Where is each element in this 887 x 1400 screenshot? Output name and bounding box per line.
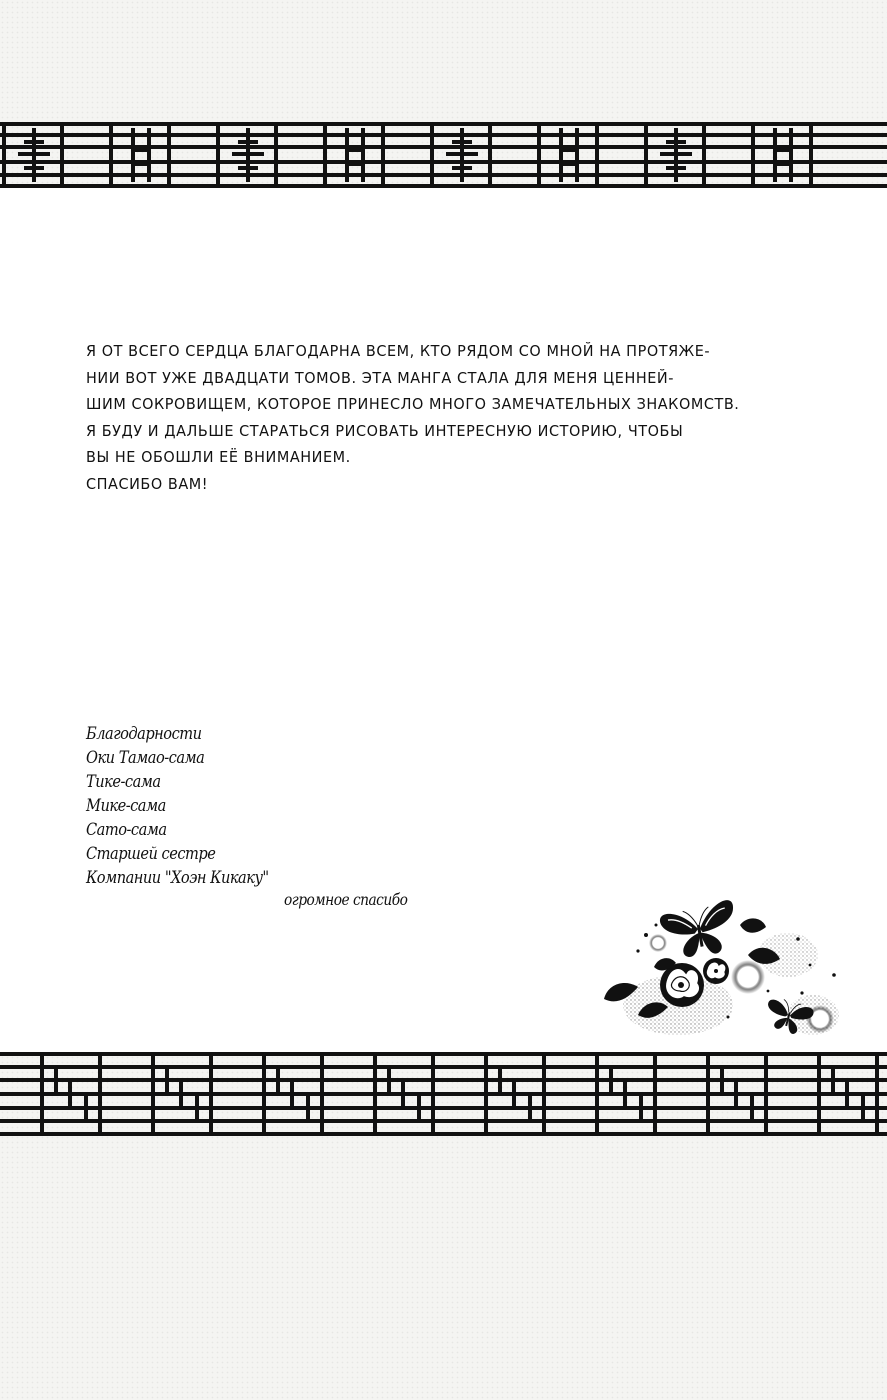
sparkle-icon — [731, 960, 765, 994]
message-line: Я ОТ ВСЕГО СЕРДЦА БЛАГОДАРНА ВСЕМ, КТО РЯДОМ СО МНОЙ НА ПРОТЯЖЕ- — [86, 342, 711, 360]
butterfly-flower-decoration — [598, 895, 844, 1045]
message-line: ВЫ НЕ ОБОШЛИ ЕЁ ВНИМАНИЕМ. — [86, 448, 351, 466]
flower-icon — [660, 963, 704, 1007]
credits-closing: огромное спасибо — [284, 890, 408, 909]
message-line: ШИМ СОКРОВИЩЕМ, КОТОРОЕ ПРИНЕСЛО МНОГО ЗАМЕЧАТЕЛЬНЫХ ЗНАКОМСТВ. — [86, 395, 740, 413]
credit-name: Компании "Хоэн Кикаку" — [86, 868, 269, 888]
author-message — [86, 338, 740, 497]
flower-icon — [703, 958, 729, 984]
credit-name: Мике-сама — [86, 796, 166, 816]
credits-list — [86, 722, 269, 890]
credit-name: Сато-сама — [86, 820, 167, 840]
bottom-lattice-border — [0, 1048, 887, 1138]
credits-heading: Благодарности — [86, 724, 202, 744]
message-line: СПАСИБО ВАМ! — [86, 474, 209, 493]
credit-name: Оки Тамао-сама — [86, 748, 205, 768]
butterfly-icon — [658, 899, 740, 962]
message-line: Я БУДУ И ДАЛЬШЕ СТАРАТЬСЯ РИСОВАТЬ ИНТЕРЕСНУЮ ИСТОРИЮ, ЧТОБЫ — [86, 421, 684, 440]
top-lattice-border — [0, 118, 887, 190]
credit-name: Тике-сама — [86, 772, 161, 792]
message-line: НИИ ВОТ УЖЕ ДВАДЦАТИ ТОМОВ. ЭТА МАНГА СТАЛА ДЛЯ МЕНЯ ЦЕННЕЙ- — [86, 368, 675, 387]
sparkle-icon — [649, 934, 667, 952]
lattice-pattern-bottom — [0, 1048, 887, 1138]
credit-name: Старшей сестре — [86, 844, 216, 864]
lattice-pattern-top — [0, 118, 887, 190]
